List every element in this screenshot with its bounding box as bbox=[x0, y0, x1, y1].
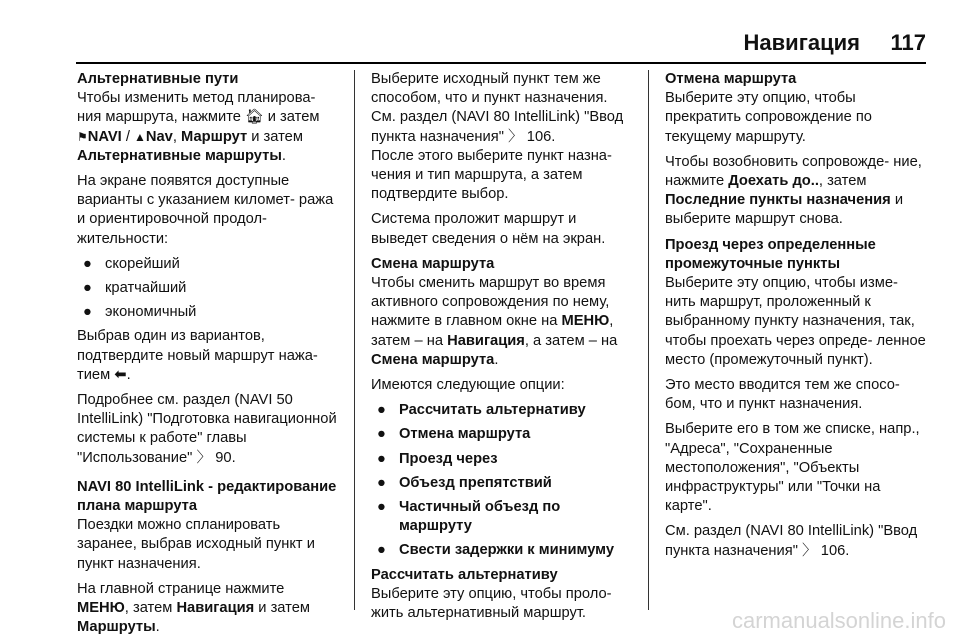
paragraph: Поездки можно спланировать заранее, выбрав исходный пункт и пункт назначения. bbox=[77, 517, 315, 572]
paragraph: Подробнее см. раздел (NAVI 50 IntelliLink) "Подготовка навигационной системы к работе" главы "Использование" 〉 90. bbox=[77, 392, 337, 466]
header-rule bbox=[76, 62, 926, 64]
paragraph: Выберите его в том же списке, напр., "Адреса", "Сохраненные местоположения", "Объекты инфраструктуры" или "Точки на карте". bbox=[665, 421, 920, 515]
page-title: Навигация bbox=[743, 30, 860, 55]
bullet-icon: ● bbox=[377, 426, 386, 443]
paragraph: Чтобы возобновить сопровожде- ние, нажмите Доехать до.., затем Последние пункты назначения и выберите маршрут снова. bbox=[665, 153, 922, 228]
flag-icon: ⚑ bbox=[77, 129, 88, 144]
list-item: ● кратчайший bbox=[77, 279, 339, 298]
paragraph: Чтобы сменить маршрут во время активного сопровождения по нему, нажмите в главном окне на МЕНЮ, затем – на Навигация, а затем – на Смена маршрута. bbox=[371, 275, 618, 368]
paragraph: Система проложит маршрут и выведет сведения о нём на экран. bbox=[371, 211, 606, 247]
bullet-icon: ● bbox=[83, 280, 92, 297]
paragraph: Выберите эту опцию, чтобы проло- жить альтернативный маршрут. bbox=[371, 585, 612, 622]
section-heading: Проезд через определенные промежуточные пункты bbox=[665, 236, 876, 272]
list-item: ● Свести задержки к минимуму bbox=[371, 541, 633, 560]
paragraph: Чтобы изменить метод планирова- ния маршрута, нажмите 🏠︎ и затем ⚑NAVI / ▲Nav, Маршрут и затем Альтернативные маршруты. bbox=[77, 90, 320, 164]
list-item: ● скорейший bbox=[77, 255, 339, 274]
list-item: ● Объезд препятствий bbox=[371, 474, 633, 493]
bullet-icon: ● bbox=[377, 402, 386, 419]
column-1 bbox=[77, 70, 339, 643]
bullet-icon: ● bbox=[377, 499, 386, 516]
paragraph: Выберите эту опцию, чтобы изме- нить маршрут, проложенный к выбранному пункту назначения, так, чтобы проехать через опреде- ленное место (промежуточный пункт). bbox=[665, 275, 926, 368]
paragraph: Имеются следующие опции: bbox=[371, 377, 565, 394]
watermark: carmanualsonline.info bbox=[731, 608, 946, 633]
home-icon: 🏠︎ bbox=[245, 109, 264, 126]
section-heading: Отмена маршрута bbox=[665, 71, 797, 87]
paragraph: Это место вводится тем же спосо- бом, что и пункт назначения. bbox=[665, 377, 900, 413]
column-divider bbox=[648, 70, 649, 610]
paragraph: На главной странице нажмите МЕНЮ, затем Навигация и затем Маршруты. bbox=[77, 580, 310, 636]
section-heading: Альтернативные пути bbox=[77, 71, 239, 87]
bullet-icon: ● bbox=[377, 542, 386, 559]
paragraph: См. раздел (NAVI 80 IntelliLink) "Ввод пункта назначения" 〉 106. bbox=[665, 523, 918, 559]
section-heading: Смена маршрута bbox=[371, 255, 495, 272]
change-route-options-list bbox=[371, 401, 633, 560]
list-item: ● Рассчитать альтернативу bbox=[371, 401, 633, 420]
page-ref-icon: 〉 bbox=[802, 542, 817, 559]
paragraph: На экране появятся доступные варианты с указанием километ- ража и ориентировочной продол- жительности: bbox=[77, 173, 334, 247]
paragraph: Выберите эту опцию, чтобы прекратить сопровождение по текущему маршруту. bbox=[665, 90, 872, 145]
page-header bbox=[76, 24, 926, 64]
list-item: ● Проезд через bbox=[371, 450, 633, 469]
list-item: ● Отмена маршрута bbox=[371, 425, 633, 444]
back-arrow-icon: ⬅︎ bbox=[114, 366, 127, 383]
column-divider bbox=[354, 70, 355, 610]
bullet-icon: ● bbox=[83, 304, 92, 321]
page-ref-icon: 〉 bbox=[508, 128, 523, 145]
bullet-icon: ● bbox=[377, 474, 386, 491]
list-item: ● Частичный объезд по маршруту bbox=[377, 499, 561, 535]
bullet-icon: ● bbox=[377, 450, 386, 467]
route-options-list bbox=[77, 255, 339, 323]
page-ref-icon: 〉 bbox=[196, 449, 212, 466]
section-heading: Рассчитать альтернативу bbox=[371, 566, 558, 583]
column-2 bbox=[371, 70, 633, 629]
list-item: ● экономичный bbox=[77, 303, 339, 322]
paragraph: Выберите исходный пункт тем же способом, что и пункт назначения. См. раздел (NAVI 80 IntelliLink) "Ввод пункта назначения" 〉 106. После этого выберите пункт назна- чения и тип маршрута, а затем подтвердите выбор. bbox=[371, 71, 624, 203]
column-3 bbox=[665, 70, 927, 567]
page-number: 117 bbox=[890, 30, 926, 55]
nav-arrow-icon: ▲ bbox=[134, 129, 146, 144]
paragraph: Выбрав один из вариантов, подтвердите новый маршрут нажа- тием ⬅︎. bbox=[77, 328, 318, 383]
section-heading: NAVI 80 IntelliLink - редактирование плана маршрута bbox=[77, 478, 337, 515]
bullet-icon: ● bbox=[83, 255, 92, 272]
